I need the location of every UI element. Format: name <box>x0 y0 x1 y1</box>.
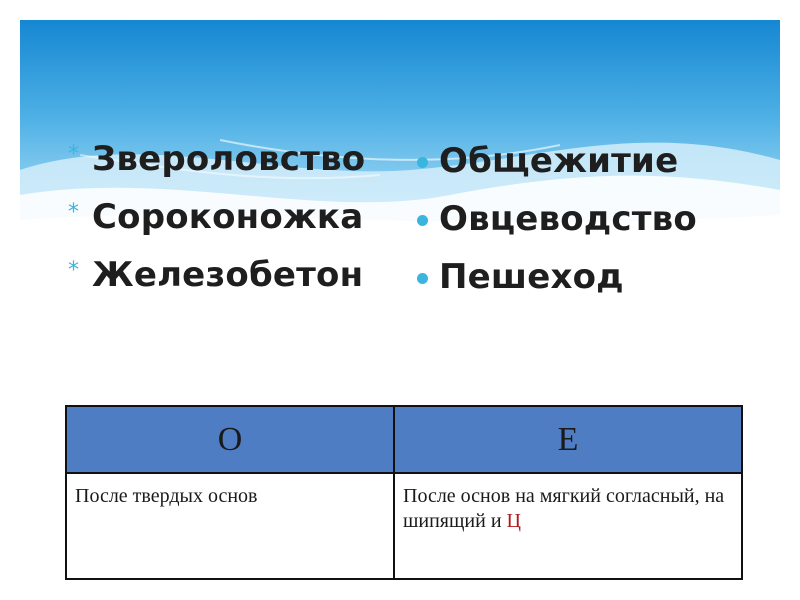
list-item: * Железобетон <box>68 254 365 312</box>
table-header-row <box>66 406 742 473</box>
dot-bullet-icon <box>417 157 428 168</box>
dot-bullet-icon <box>417 215 428 226</box>
slide <box>20 20 780 600</box>
left-word-list <box>68 138 365 312</box>
header-o: О <box>66 406 394 473</box>
cell-o: После твердых основ <box>66 473 394 579</box>
list-item: Овцеводство <box>415 198 697 256</box>
header-e: Е <box>394 406 742 473</box>
list-item: * Звероловство <box>68 138 365 196</box>
dot-bullet-icon <box>417 273 428 284</box>
highlight-letter: Ц <box>506 510 521 532</box>
cell-e <box>394 473 742 579</box>
list-item: Общежитие <box>415 140 697 198</box>
right-word-list <box>415 140 697 314</box>
cell-e-text: После основ на мягкий согласный, на шипящий и <box>403 485 725 532</box>
table-row <box>66 473 742 579</box>
list-item: Пешеход <box>415 256 697 314</box>
asterisk-bullet-icon: * <box>68 200 80 225</box>
list-item: * Сороконожка <box>68 196 365 254</box>
spelling-rule-table <box>65 405 743 580</box>
asterisk-bullet-icon: * <box>68 258 80 283</box>
asterisk-bullet-icon: * <box>68 142 80 167</box>
